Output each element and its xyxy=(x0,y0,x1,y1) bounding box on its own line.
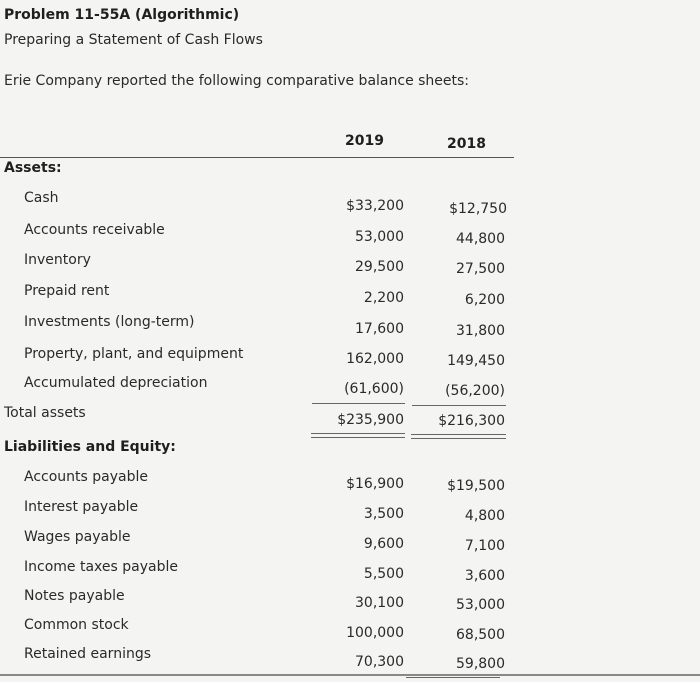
value-2019: 17,600 xyxy=(355,321,404,337)
value-2019: 70,300 xyxy=(355,654,404,670)
value-2019: 3,500 xyxy=(363,506,404,522)
value-2018: $12,750 xyxy=(449,201,507,217)
problem-subtitle: Preparing a Statement of Cash Flows xyxy=(4,32,263,48)
value-2019: 100,000 xyxy=(346,625,404,641)
page-bottom-divider xyxy=(0,674,700,676)
value-2018: $19,500 xyxy=(447,478,505,494)
value-2018: 27,500 xyxy=(456,261,505,277)
row-label: Investments (long-term) xyxy=(24,314,195,330)
header-divider xyxy=(0,157,514,158)
total-assets-2019: $235,900 xyxy=(337,412,404,428)
value-2019: 29,500 xyxy=(355,259,404,275)
value-2018: 44,800 xyxy=(456,231,505,247)
subtotal-rule-2018 xyxy=(412,405,506,406)
value-2019: 9,600 xyxy=(363,536,404,552)
row-label: Interest payable xyxy=(24,499,139,515)
row-label: Accumulated depreciation xyxy=(24,375,208,391)
subtotal-rule-2019 xyxy=(312,403,405,404)
row-label: Cash xyxy=(24,190,59,206)
assets-heading: Assets: xyxy=(4,160,62,176)
row-label: Retained earnings xyxy=(24,646,152,662)
column-header-2018: 2018 xyxy=(447,136,486,152)
value-2018: 59,800 xyxy=(456,656,505,672)
row-label: Prepaid rent xyxy=(24,283,110,299)
row-label: Income taxes payable xyxy=(24,559,178,575)
row-label: Inventory xyxy=(24,252,91,268)
value-2019: $33,200 xyxy=(346,198,404,214)
value-2019: 2,200 xyxy=(363,290,404,306)
value-2018: (56,200) xyxy=(445,383,505,399)
total-assets-label: Total assets xyxy=(4,405,86,421)
row-label: Property, plant, and equipment xyxy=(24,346,244,362)
value-2019: (61,600) xyxy=(344,381,404,397)
problem-title: Problem 11-55A (Algorithmic) xyxy=(4,7,240,23)
value-2018: 4,800 xyxy=(464,508,505,524)
liabilities-heading: Liabilities and Equity: xyxy=(4,439,176,455)
row-label: Accounts receivable xyxy=(24,222,165,238)
value-2018: 53,000 xyxy=(456,597,505,613)
value-2019: 162,000 xyxy=(346,351,404,367)
value-2018: 68,500 xyxy=(456,627,505,643)
row-label: Notes payable xyxy=(24,588,125,604)
row-label: Common stock xyxy=(24,617,129,633)
value-2018: 31,800 xyxy=(456,323,505,339)
row-label: Wages payable xyxy=(24,529,131,545)
value-2019: 5,500 xyxy=(363,566,404,582)
intro-text: Erie Company reported the following comparative balance sheets: xyxy=(4,73,470,89)
row-label: Accounts payable xyxy=(24,469,148,485)
value-2019: $16,900 xyxy=(346,476,404,492)
value-2018: 3,600 xyxy=(464,568,505,584)
total-assets-2018: $216,300 xyxy=(438,413,505,429)
value-2019: 53,000 xyxy=(355,229,404,245)
value-2018: 6,200 xyxy=(464,292,505,308)
value-2018: 149,450 xyxy=(447,353,505,369)
subtotal-rule-2018-liabilities xyxy=(406,677,500,678)
double-rule-2018 xyxy=(411,434,506,439)
value-2019: 30,100 xyxy=(355,595,404,611)
double-rule-2019 xyxy=(311,433,405,438)
value-2018: 7,100 xyxy=(464,538,505,554)
column-header-2019: 2019 xyxy=(345,133,384,149)
